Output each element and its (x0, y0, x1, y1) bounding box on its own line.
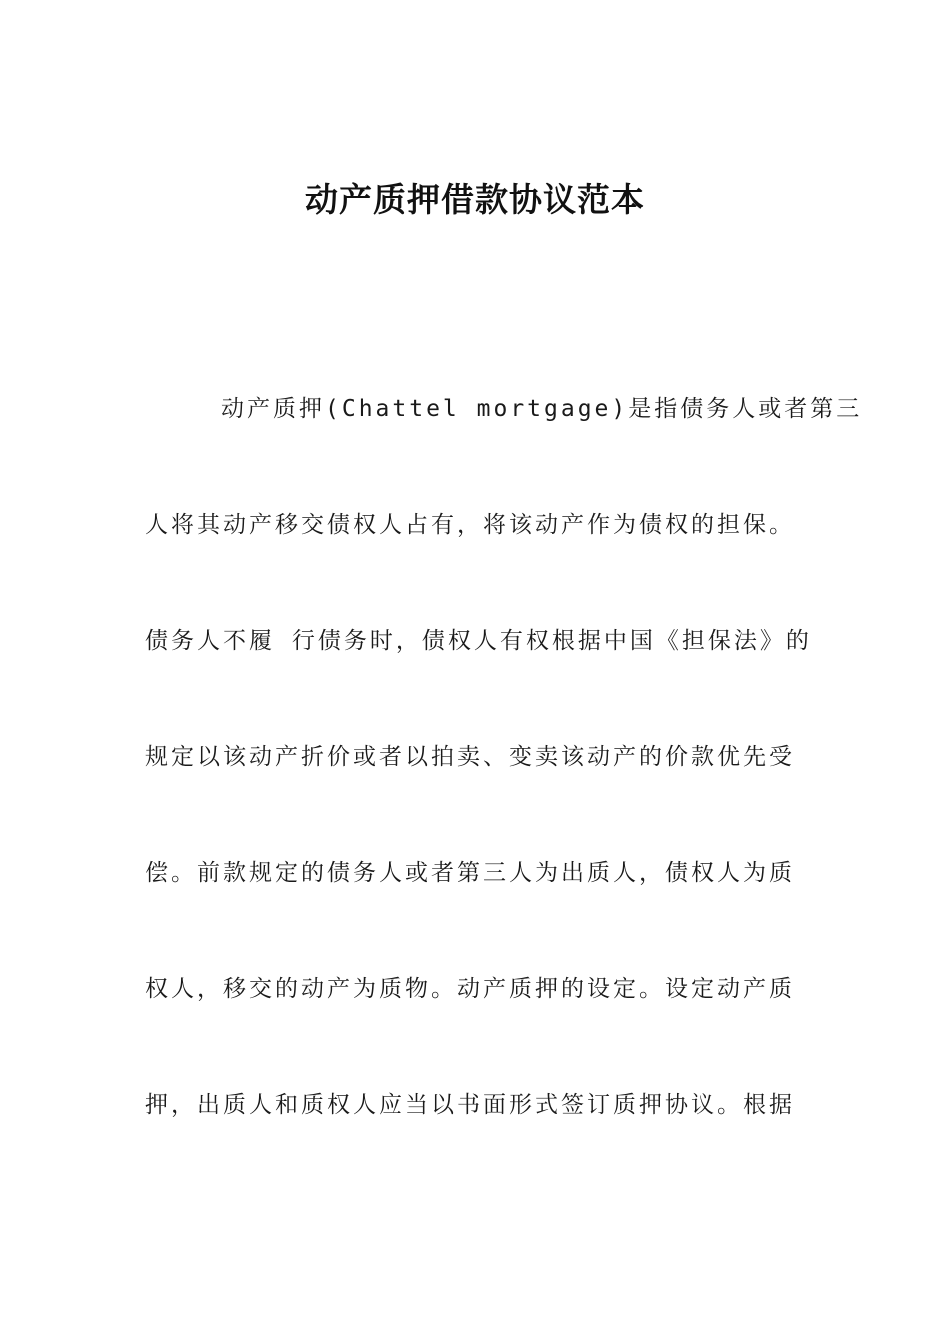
body-line: 偿。前款规定的债务人或者第三人为出质人，债权人为质 (145, 860, 795, 886)
body-line: 规定以该动产折价或者以拍卖、变卖该动产的价款优先受 (145, 744, 795, 770)
document-body (145, 390, 863, 1202)
body-line: 动产质押(Chattel mortgage)是指债务人或者第三 (221, 396, 863, 422)
body-line: 人将其动产移交债权人占有，将该动产作为债权的担保。 (145, 512, 795, 538)
body-line: 权人，移交的动产为质物。动产质押的设定。设定动产质 (145, 976, 795, 1002)
body-line: 押，出质人和质权人应当以书面形式签订质押协议。根据 (145, 1092, 795, 1118)
body-line: 债务人不履 行债务时，债权人有权根据中国《担保法》的 (145, 628, 812, 654)
document-title: 动产质押借款协议范本 (305, 180, 645, 219)
